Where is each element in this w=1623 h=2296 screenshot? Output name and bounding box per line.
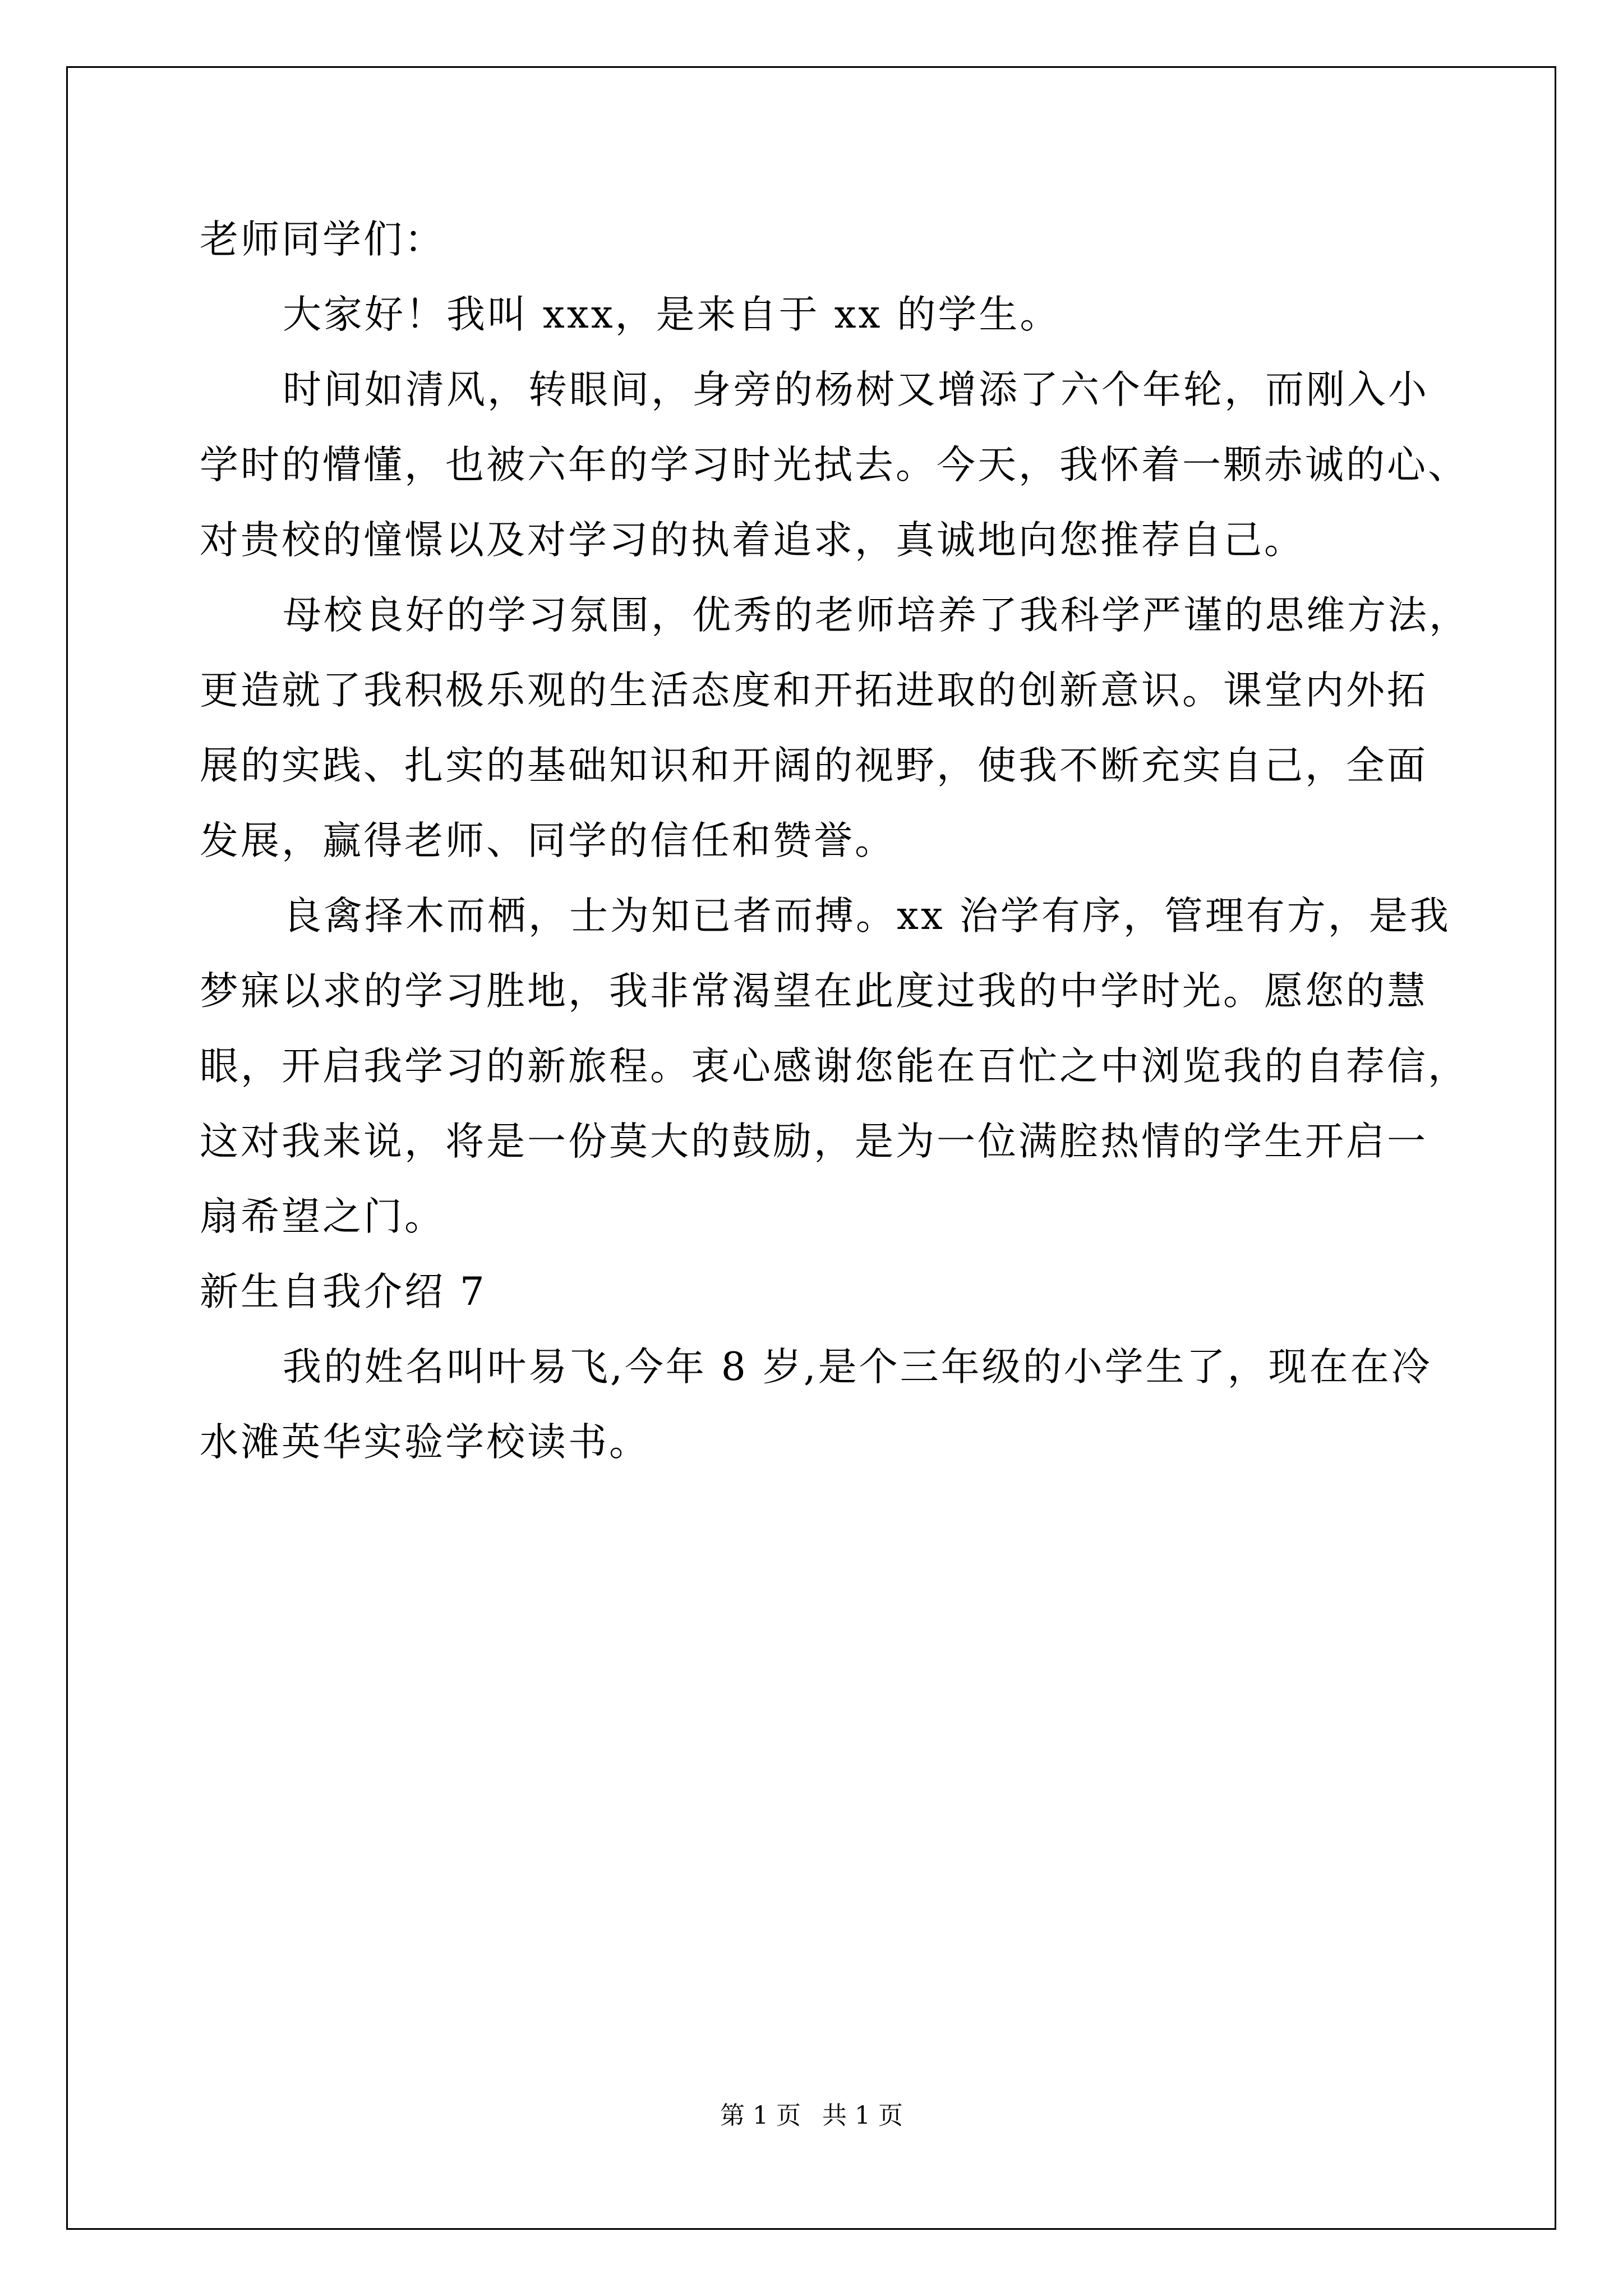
page-footer xyxy=(0,2099,1623,2133)
text-line: 良禽择木而栖，士为知已者而搏。xx 治学有序，管理有方，是我 xyxy=(283,894,1451,938)
text-line: 发展，赢得老师、同学的信任和赞誉。 xyxy=(200,818,896,863)
text-line: 梦寐以求的学习胜地，我非常渴望在此度过我的中学时光。愿您的慧 xyxy=(200,969,1428,1014)
page-number: 第 1 页 xyxy=(720,2101,801,2130)
text-line: 扇希望之门。 xyxy=(200,1194,445,1239)
section-heading: 新生自我介绍 7 xyxy=(200,1269,487,1314)
text-line: 眼，开启我学习的新旅程。衷心感谢您能在百忙之中浏览我的自荐信， xyxy=(200,1044,1469,1089)
text-line: 母校良好的学习氛围，优秀的老师培养了我科学严谨的思维方法， xyxy=(283,593,1470,638)
document-body xyxy=(200,202,1470,1480)
text-line: 时间如清风，转眼间，身旁的杨树又增添了六个年轮，而刚入小 xyxy=(283,367,1429,412)
text-line: 学时的懵懂，也被六年的学习时光拭去。今天，我怀着一颗赤诚的心、 xyxy=(200,443,1469,487)
text-line: 大家好！我叫 xxx，是来自于 xx 的学生。 xyxy=(283,292,1061,337)
text-line: 展的实践、扎实的基础知识和开阔的视野，使我不断充实自己，全面 xyxy=(200,743,1428,788)
text-line: 更造就了我积极乐观的生活态度和开拓进取的创新意识。课堂内外拓 xyxy=(200,668,1428,713)
text-line: 水滩英华实验学校读书。 xyxy=(200,1420,650,1465)
salutation-line: 老师同学们： xyxy=(200,217,445,262)
text-line: 对贵校的憧憬以及对学习的执着追求，真诚地向您推荐自己。 xyxy=(200,518,1305,563)
page-count: 共 1 页 xyxy=(822,2101,903,2130)
text-line: 这对我来说，将是一份莫大的鼓励，是为一位满腔热情的学生开启一 xyxy=(200,1119,1428,1164)
text-line: 我的姓名叫叶易飞,今年 8 岁,是个三年级的小学生了，现在在冷 xyxy=(283,1345,1432,1389)
